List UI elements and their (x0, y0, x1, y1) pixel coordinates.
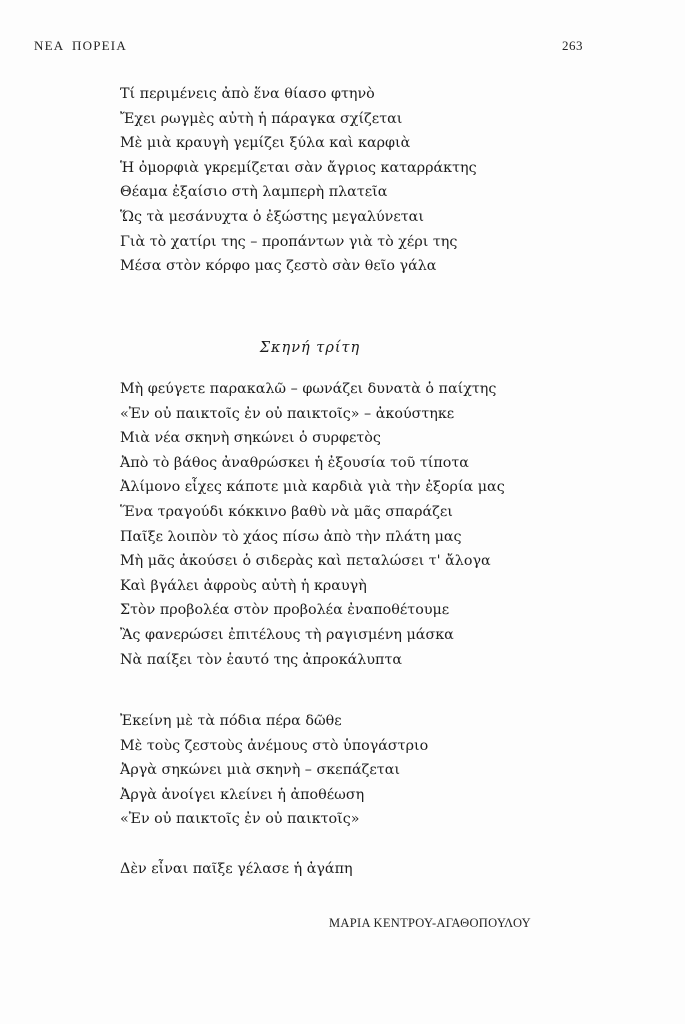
verse-line: Στὸν προβολέα στὸν προβολέα ἐναποθέτουμε (120, 602, 450, 619)
verse-line: Μὲ μιὰ κραυγὴ γεμίζει ξύλα καὶ καρφιὰ (120, 135, 411, 152)
verse-line: Ὥς τὰ μεσάνυχτα ὁ ἐξώστης μεγαλύνεται (120, 208, 424, 225)
verse-line: Μιὰ νέα σκηνὴ σηκώνει ὁ συρφετὸς (120, 430, 381, 447)
author-name: ΜΑΡΙΑ ΚΕΝΤΡΟΥ-ΑΓΑΘΟΠΟΥΛΟΥ (329, 916, 531, 930)
verse-line: Καὶ βγάλει ἀφροὺς αὐτὴ ἡ κραυγὴ (120, 577, 367, 594)
verse-line: Γιὰ τὸ χατίρι της – προπάντων γιὰ τὸ χέρι της (120, 233, 458, 250)
verse-line: Ἕνα τραγούδι κόκκινο βαθὺ νὰ μᾶς σπαράζει (120, 503, 453, 520)
verse-line: Νὰ παίξει τὸν ἑαυτό της ἀπροκάλυπτα (120, 651, 403, 668)
verse-line: Θέαμα ἐξαίσιο στὴ λαμπερὴ πλατεῖα (120, 184, 388, 201)
stanza (120, 377, 505, 672)
verse-line: Ἡ ὀμορφιὰ γκρεμίζεται σὰν ἄγριος καταρράκτης (120, 159, 477, 176)
verse-line: «Ἐν οὐ παικτοῖς ἐν οὐ παικτοῖς» – ἀκούστηκε (120, 405, 455, 422)
verse-line: «Ἐν οὐ παικτοῖς ἐν οὐ παικτοῖς» (120, 811, 360, 828)
page-number: 263 (562, 38, 583, 53)
verse-line: Ἔχει ρωγμὲς αὐτὴ ἡ πάραγκα σχίζεται (120, 110, 403, 127)
verse-line: Ἂς φανερώσει ἐπιτέλους τὴ ραγισμένη μάσκα (120, 626, 454, 643)
verse-line: Ἀπὸ τὸ βάθος ἀναθρώσκει ἡ ἐξουσία τοῦ τίποτα (120, 454, 469, 471)
stanza (120, 82, 477, 279)
stanza (120, 709, 428, 832)
verse-line: Ἀλίμονο εἶχες κάποτε μιὰ καρδιὰ γιὰ τὴν ἐξορία μας (120, 479, 505, 496)
verse-line: Μὴ μᾶς ἀκούσει ὁ σιδερὰς καὶ πεταλώσει τ' ἄλογα (120, 553, 491, 570)
section-title: Σκηνή τρίτη (259, 340, 361, 356)
running-title: ΝΕΑ ΠΟΡΕΙΑ (34, 38, 127, 53)
verse-line: Μέσα στὸν κόρφο μας ζεστὸ σὰν θεῖο γάλα (120, 258, 437, 275)
verse-line: Ἀργὰ ἀνοίγει κλείνει ἡ ἀποθέωση (120, 786, 365, 803)
verse-line: Μὴ φεύγετε παρακαλῶ – φωνάζει δυνατὰ ὁ παίχτης (120, 381, 497, 397)
verse-line: Ἀργὰ σηκώνει μιὰ σκηνὴ – σκεπάζεται (120, 762, 400, 779)
verse-line: Ἐκείνη μὲ τὰ πόδια πέρα δῶθε (120, 713, 342, 729)
verse-line: Τί περιμένεις ἀπὸ ἕνα θίασο φτηνὸ (120, 86, 375, 102)
stanza (120, 857, 353, 882)
verse-line: Μὲ τοὺς ζεστοὺς ἀνέμους στὸ ὑπογάστριο (120, 737, 429, 754)
verse-line: Παῖξε λοιπὸν τὸ χάος πίσω ἀπὸ τὴν πλάτη μας (120, 528, 462, 545)
verse-line: Δὲν εἶναι παῖξε γέλασε ἡ ἀγάπη (120, 861, 353, 877)
